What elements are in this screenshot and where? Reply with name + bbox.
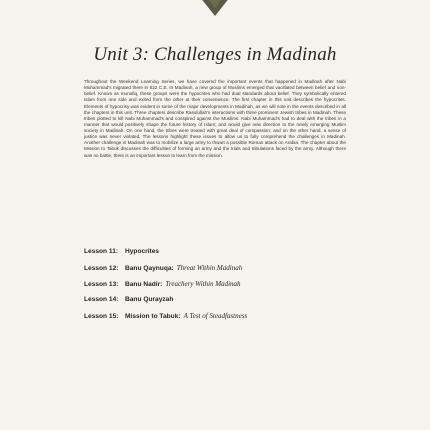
lesson-name: Hypocrites	[125, 248, 160, 255]
lesson-subtitle: A Test of Steadfastness	[183, 312, 248, 320]
lesson-item	[84, 264, 364, 280]
lesson-list	[84, 248, 364, 328]
unit-title: Unit 3: Challenges in Madinah	[93, 44, 337, 65]
lesson-name: Mission to Tabuk:	[125, 313, 181, 320]
lesson-subtitle: Threat Within Madinah	[176, 264, 243, 272]
lesson-item	[84, 296, 364, 312]
lesson-number: Lesson 14:	[84, 296, 119, 303]
diamond-ornament-icon	[188, 0, 242, 18]
lesson-number: Lesson 11:	[84, 248, 119, 255]
lesson-name: Banu Qaynuqa:	[125, 265, 174, 272]
lesson-name: Banu Nadir:	[125, 281, 163, 288]
lesson-number: Lesson 15:	[84, 313, 119, 320]
lesson-item	[84, 248, 364, 264]
lesson-item	[84, 280, 364, 296]
lesson-number: Lesson 13:	[84, 281, 119, 288]
lesson-subtitle: Treachery Within Madinah	[165, 280, 241, 288]
lesson-item	[84, 312, 364, 328]
lesson-number: Lesson 12:	[84, 265, 119, 272]
lesson-name: Banu Qurayzah	[125, 296, 174, 303]
intro-paragraph: Throughout the Weekend Learning Series, we have covered the important events that happened in Madinah after Nabi Muhammad’s migrated there in 622 C.E. In Madinah, a new group of Muslims emerged that vacillated between belief and non-belief. Known as munafiq, these groups were the hypocrites who had dual standards about belief. They symbolically entered Islam from one side and exited from the other at their convenience. The first chapter in this unit describes the hypocrites. Elements of hypocrisy was evident in some of the major developments in Madinah, as we will note in the events described in all the chapters in this unit. Three chapters describe Rasulullah’s interactions with three prominent Jewish tribes in Madinah. These tribes plotted to kill Nabi Muhammad’s and conspired against the Muslims. Nabi Muhammad’s had to deal with the tribes in a manner that would positively shape the future history of Islam; and would give new direction to the newly emerging Muslim society in Madinah. On one hand, the tribes were treated with great deal of compassion; and on the other hand, a sense of justice was never violated. The lessons highlight these issues to allow us to fully comprehend the challenges in Madinah. Another challenge in Madinah was to mobilize a large army to thwart a possible Roman attack on Arabia. The chapter about the Mission to Tabuk discusses the difficulties of forming an army and the trials and tribulations faced by the army. Although there was no battle, there is an important lesson to learn from the mission.	[84, 79, 346, 158]
